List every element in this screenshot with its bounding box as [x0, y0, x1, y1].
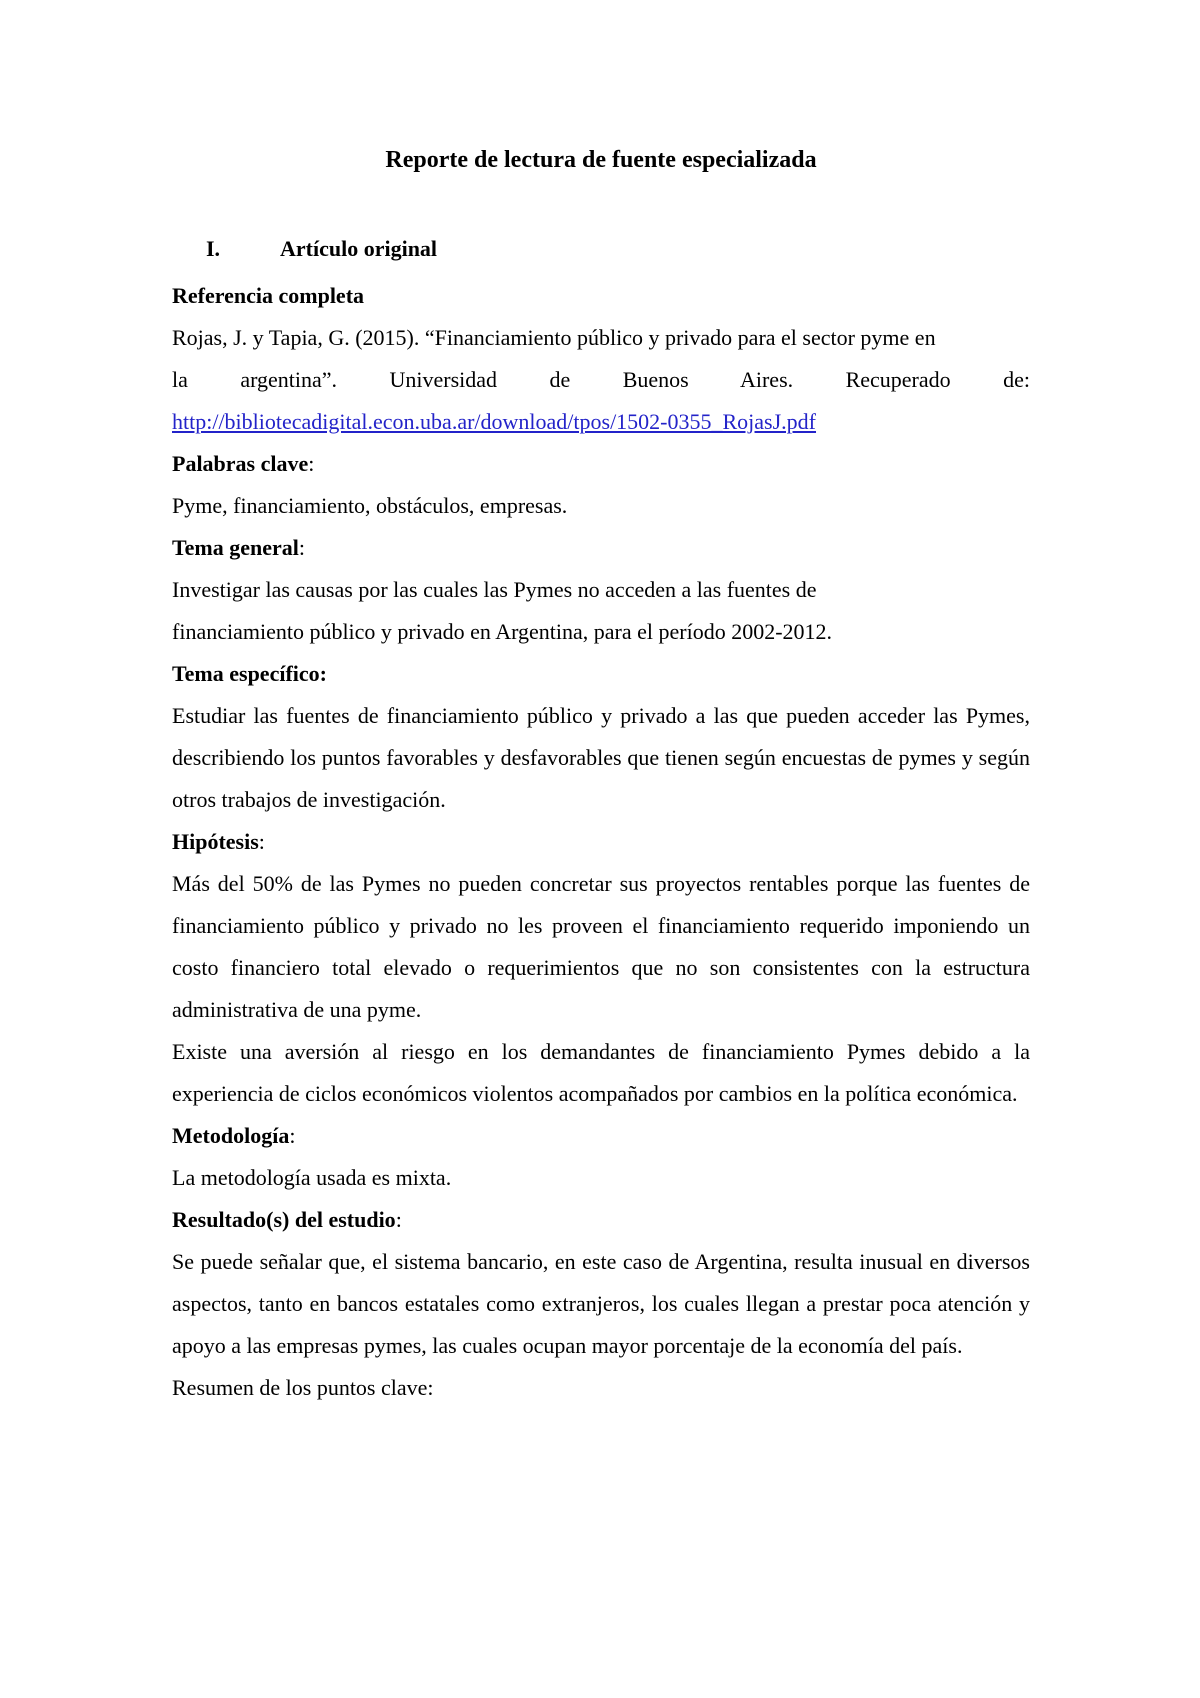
- keywords-colon: :: [308, 451, 315, 476]
- general-topic-label: Tema general: [172, 535, 299, 560]
- section-number: I.: [206, 236, 221, 261]
- reference-url-line: [172, 401, 1030, 443]
- reference-text-line1: Rojas, J. y Tapia, G. (2015). “Financiamiento público y privado para el sector pyme en: [172, 325, 936, 350]
- methodology-colon: :: [289, 1123, 296, 1148]
- keywords-label: Palabras clave: [172, 451, 309, 476]
- document-body: [172, 275, 1030, 1409]
- keywords-heading: [172, 443, 1030, 485]
- general-topic-colon: :: [298, 535, 306, 560]
- hypothesis-heading: [172, 821, 1030, 863]
- methodology-label: Metodología: [172, 1123, 290, 1148]
- hypothesis-text-2: Existe una aversión al riesgo en los demandantes de financiamiento Pymes debido a la experiencia de ciclos económicos violentos acompañados por cambios en la política económica.: [172, 1039, 1030, 1106]
- general-topic-line2: financiamiento público y privado en Argentina, para el período 2002-2012.: [172, 619, 833, 644]
- section-heading: [206, 232, 437, 266]
- section-title: Artículo original: [280, 236, 438, 261]
- reference-url-link[interactable]: http://bibliotecadigital.econ.uba.ar/download/tpos/1502-0355_RojasJ.pdf: [172, 409, 817, 434]
- keywords-text: Pyme, financiamiento, obstáculos, empresas.: [172, 493, 568, 518]
- results-heading: [172, 1199, 1030, 1241]
- summary-label: Resumen de los puntos clave:: [172, 1375, 434, 1400]
- general-topic-heading: [172, 527, 1030, 569]
- reference-label: Referencia completa: [172, 283, 365, 308]
- hypothesis-label: Hipótesis: [172, 829, 259, 854]
- methodology-heading: [172, 1115, 1030, 1157]
- specific-topic-label: Tema específico:: [172, 661, 327, 686]
- general-topic-line1: Investigar las causas por las cuales las Pymes no acceden a las fuentes de: [172, 577, 817, 602]
- specific-topic-text: Estudiar las fuentes de financiamiento público y privado a las que pueden acceder las Pymes, describiendo los puntos favorables y desfavorables que tienen según encuestas de pymes y según otros trabajos de investigación.: [172, 703, 1030, 812]
- results-label: Resultado(s) del estudio: [172, 1207, 396, 1232]
- page-title: Reporte de lectura de fuente especializada: [385, 147, 817, 173]
- hypothesis-colon: :: [258, 829, 265, 854]
- results-text: Se puede señalar que, el sistema bancario, en este caso de Argentina, resulta inusual en diversos aspectos, tanto en bancos estatales como extranjeros, los cuales llegan a prestar poca atención y apoyo a las empresas pymes, las cuales ocupan mayor porcentaje de la economía del país.: [172, 1249, 1030, 1358]
- results-colon: :: [395, 1207, 402, 1232]
- hypothesis-text-1: Más del 50% de las Pymes no pueden concretar sus proyectos rentables porque las fuentes de financiamiento público y privado no les proveen el financiamiento requerido imponiendo un costo financiero total elevado o requerimientos que no son consistentes con la estructura administrativa de una pyme.: [172, 871, 1030, 1022]
- methodology-text: La metodología usada es mixta.: [172, 1165, 452, 1190]
- reference-text-line2: la argentina”. Universidad de Buenos Aires. Recuperado de:: [172, 367, 1030, 392]
